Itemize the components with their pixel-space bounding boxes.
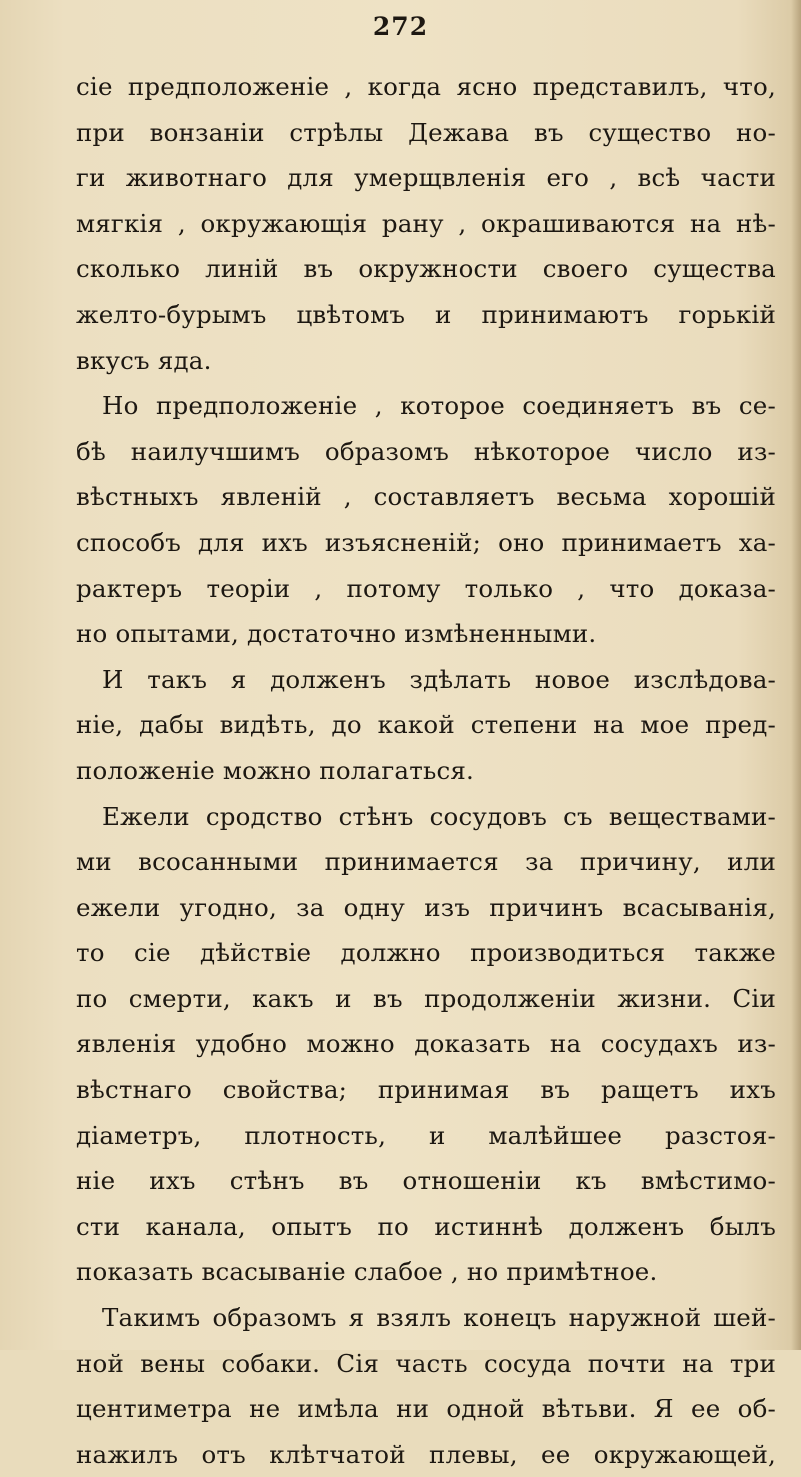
- text-line: при вонзаніи стрѣлы Дежава въ существо но-: [76, 117, 776, 147]
- text-line: сколько линій въ окружности своего существа: [76, 254, 776, 284]
- text-line: по смерти, какъ и въ продолженіи жизни. Сіи: [76, 983, 776, 1013]
- paragraph-first-line: Ежели сродство стѣнъ сосудовъ съ веществами-: [102, 801, 776, 831]
- text-line: вѣстнаго свойства; принимая въ ращетъ ихъ: [76, 1075, 776, 1105]
- text-line: мягкія , окружающія рану , окрашиваются на нѣ-: [76, 208, 776, 238]
- text-line: діаметръ, плотность, и малѣйшее разстоя-: [76, 1120, 776, 1150]
- text-line: положеніе можно полагаться.: [76, 755, 475, 785]
- text-line: сіе предположеніе , когда ясно представилъ, что,: [76, 72, 776, 101]
- text-line: рактеръ теоріи , потому только , что доказа-: [76, 573, 776, 603]
- text-line: вкусъ яда.: [76, 345, 212, 375]
- text-line: нажилъ отъ клѣтчатой плевы, ее окружающей,: [76, 1439, 776, 1469]
- text-line: ной вены собаки. Сія часть сосуда почти на три: [76, 1348, 776, 1378]
- text-line: сти канала, опытъ по истиннѣ долженъ былъ: [76, 1211, 776, 1241]
- text-line: желто-бурымъ цвѣтомъ и принимаютъ горькій: [76, 299, 776, 329]
- text-line: показать всасываніе слабое , но примѣтное.: [76, 1257, 658, 1287]
- text-line: ги животнаго для умерщвленія его , всѣ части: [76, 163, 776, 193]
- text-line: вѣстныхъ явленій , составляетъ весьма хорошій: [76, 482, 776, 512]
- paragraph-first-line: Но предположеніе , которое соединяетъ въ се-: [102, 391, 776, 421]
- text-line: бѣ наилучшимъ образомъ нѣкоторое число из-: [76, 436, 776, 466]
- text-line: ніе ихъ стѣнъ въ отношеніи къ вмѣстимо-: [76, 1166, 776, 1196]
- text-line: центиметра не имѣла ни одной вѣтьви. Я ее об-: [76, 1394, 776, 1424]
- text-line: способъ для ихъ изъясненій; оно принимаетъ ха-: [76, 527, 776, 557]
- paragraph-first-line: Такимъ образомъ я взялъ конецъ наружной шей-: [102, 1303, 776, 1333]
- text-line: ми всосанными принимается за причину, или: [76, 847, 776, 877]
- paragraph-first-line: И такъ я долженъ здѣлать новое изслѣдова-: [102, 664, 776, 694]
- text-line: ніе, дабы видѣть, до какой степени на мое пред-: [76, 710, 776, 740]
- page-number: 272: [372, 12, 429, 41]
- text-line: то сіе дѣйствіе должно производиться также: [76, 938, 776, 968]
- text-line: явленія удобно можно доказать на сосудахъ из-: [76, 1029, 776, 1059]
- body-text: [76, 64, 776, 1477]
- text-line: но опытами, достаточно измѣненными.: [76, 619, 597, 649]
- text-line: ежели угодно, за одну изъ причинъ всасыванія,: [76, 892, 776, 922]
